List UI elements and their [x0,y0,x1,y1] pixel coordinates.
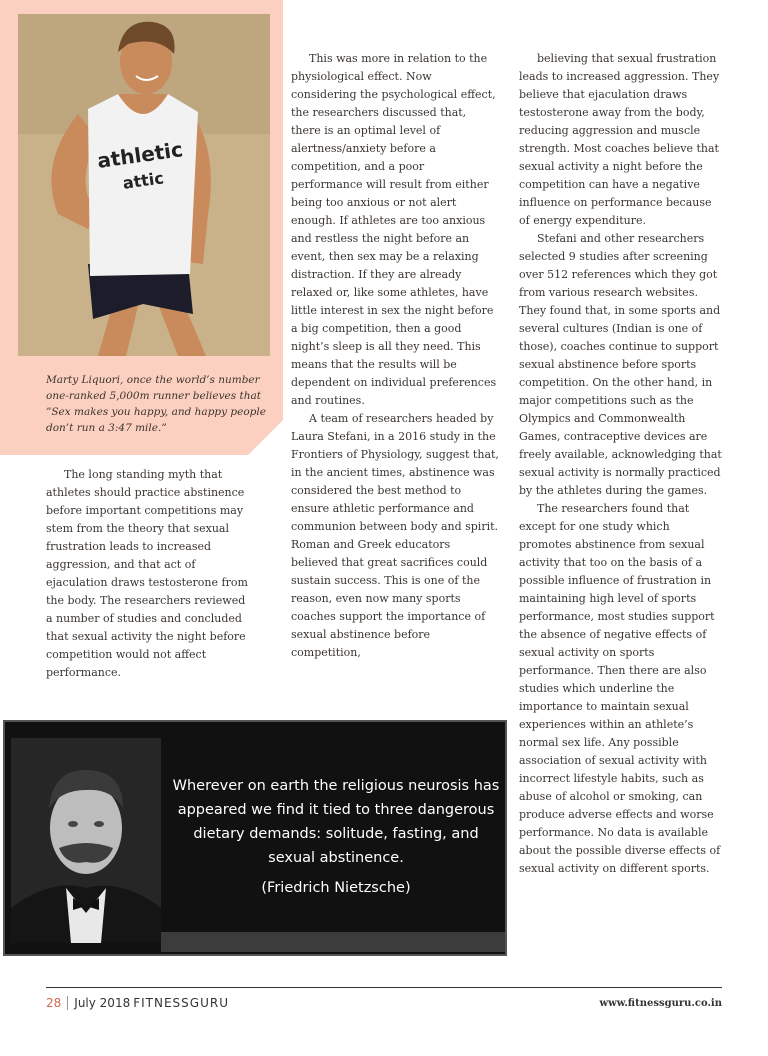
paragraph: This was more in relation to the physiological effect. Now considering the psychological effect, the researchers discussed that, there is an optimal level of alertness/anxiety before a competition, and a poor performance will result from either being too anxious or not alert enough. If athletes are too anxious and restless the night before an event, then sex may be a relaxing distraction. If they are already relaxed or, like some athletes, have little interest in sex the night before a big competition, then a good night’s sleep is all they need. This means that the results will be dependent on individual preferences and routines. [291,52,497,407]
magazine-brand: FITNESSGURU [133,996,229,1010]
article-column-2 [291,50,499,662]
paragraph: The researchers found that except for one study which promotes abstinence from sexual activity that too on the basis of a possible influence of frustration in maintaining high level of sports performance, most studies support the absence of negative effects of sexual activity on sports performance. Then there are also studies which underline the importance to maintain sexual experiences within an athlete’s normal sex life. Any possible association of sexual activity with incorrect lifestyle habits, such as abuse of alcohol or smoking, can produce adverse effects and worse performance. No data is available about the possible diverse effects of sexual activity on different sports. [519,502,721,875]
nietzsche-portrait [11,738,161,943]
issue-date: July 2018 [74,996,131,1010]
paragraph: Stefani and other researchers selected 9 studies after screening over 512 references which they got from various research websites. They found that, in some sports and several cultures (Indian is one of those), coaches continue to support sexual abstinence before sports competition. On the other hand, in major competitions such as the Olympics and Commonwealth Games, contraceptive devices are freely available, acknowledging that sexual activity is normally practiced by the athletes during the games. [519,232,722,497]
photo-caption: Marty Liquori, once the world’s number one-ranked 5,000m runner believes that ”Sex makes you happy, and happy people don’t run a 3:47 mile.” [46,374,266,434]
quote-bar [161,932,505,952]
website-url[interactable]: www.fitnessguru.co.in [599,998,722,1009]
quote-box [3,720,507,956]
paragraph: The long standing myth that athletes should practice abstinence before important competitions may stem from the theory that sexual frustration leads to increased aggression, and that act of ejaculation draws testosterone from the body. The researchers reviewed a number of studies and concluded that sexual activity the night before competition would not affect performance. [46,468,248,679]
paragraph: A team of researchers headed by Laura Stefani, in a 2016 study in the Frontiers of Physiology, suggest that, in the ancient times, abstinence was considered the best method to ensure athletic performance and communion between body and spirit. Roman and Greek educators believed that great sacrifices could sustain success. This is one of the reason, even now many sports coaches support the importance of sexual abstinence before competition, [291,412,499,659]
quote-text: Wherever on earth the religious neurosis has appeared we find it tied to three dangerous dietary demands: solitude, fasting, and sexual abstinence. [172,778,500,866]
quote-author: (Friedrich Nietzsche) [261,880,411,896]
article-column-1 [46,466,254,682]
runner-photo [18,14,270,356]
footer-separator [67,996,68,1010]
shirt-logo-line1: athletic [95,137,185,173]
shirt-logo-line2: attic [121,168,165,193]
page-number: 28 [46,996,62,1010]
article-column-3 [519,50,724,878]
footer-divider [46,987,722,988]
footer-left [46,996,229,1010]
paragraph: believing that sexual frustration leads to increased aggression. They believe that ejaculation draws testosterone away from the body, reducing aggression and muscle strength. Most coaches believe that sexual activity a night before the competition can have a negative influence on performance because of energy expenditure. [519,52,720,227]
